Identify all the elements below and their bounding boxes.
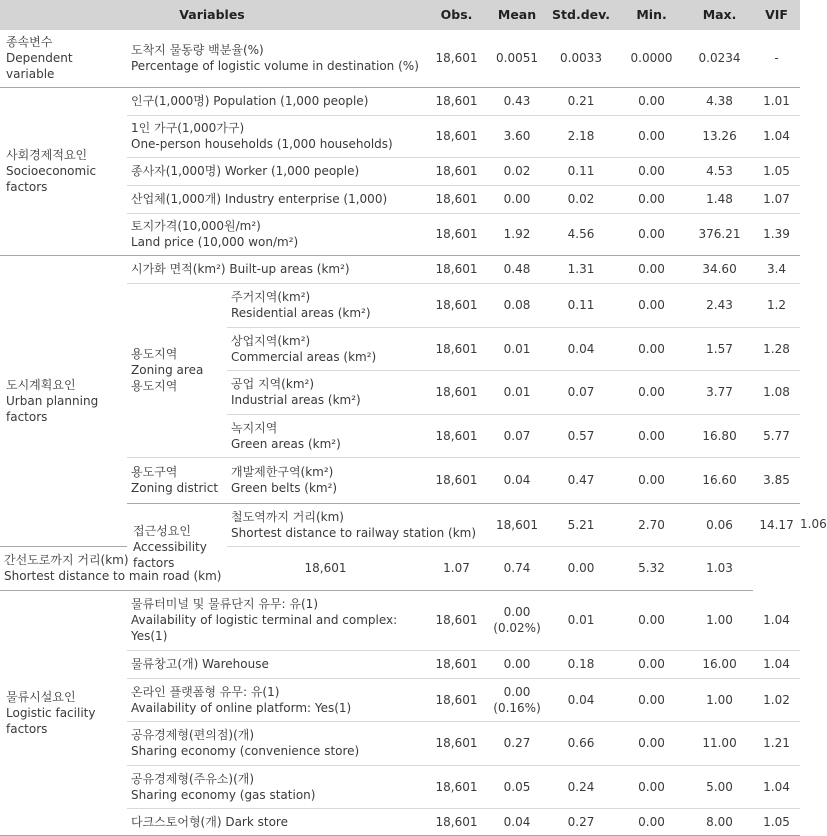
cell-mean: 0.07 <box>489 414 545 457</box>
cell-obs: 18,601 <box>424 327 489 370</box>
table-row <box>0 546 800 590</box>
cell-vif: 1.07 <box>753 185 800 213</box>
variable-label: 1인 가구(1,000가구) One-person households (1,000 households) <box>127 115 424 157</box>
cell-vif: 1.28 <box>753 327 800 370</box>
cell-obs: 18,601 <box>424 457 489 503</box>
variable-label: 물류터미널 및 물류단지 유무: 유(1) Availability of logistic terminal and complex: Yes(1) <box>127 590 424 650</box>
cell-mean: 5.21 <box>545 503 617 546</box>
cell-min: 0.00 <box>617 185 686 213</box>
cell-std: 0.01 <box>545 590 617 650</box>
cell-std: 0.47 <box>545 457 617 503</box>
cell-vif: 1.21 <box>753 721 800 765</box>
cell-std: 0.21 <box>545 87 617 115</box>
cell-mean: 0.01 <box>489 370 545 414</box>
cell-std: 2.70 <box>617 503 686 546</box>
variable-label: 상업지역(km²) Commercial areas (km²) <box>227 327 424 370</box>
variable-label: 공유경제형(주유소)(개) Sharing economy (gas station) <box>127 765 424 808</box>
cell-max: 3.77 <box>686 370 753 414</box>
cell-max: 0.0234 <box>686 30 753 87</box>
category-socioeconomic: 사회경제적요인 Socioeconomic factors <box>0 87 127 255</box>
cell-std: 0.04 <box>545 327 617 370</box>
cell-mean: 0.04 <box>489 808 545 835</box>
cell-max: 13.26 <box>686 115 753 157</box>
cell-obs: 18,601 <box>489 503 545 546</box>
cell-obs: 18,601 <box>424 808 489 835</box>
cell-max: 34.60 <box>686 255 753 283</box>
table-row <box>0 30 800 87</box>
cell-std: 0.27 <box>545 808 617 835</box>
cell-min: 0.0000 <box>617 30 686 87</box>
cell-min: 0.00 <box>617 283 686 327</box>
cell-mean: 3.60 <box>489 115 545 157</box>
cell-std: 0.07 <box>545 370 617 414</box>
cell-vif: 1.39 <box>753 213 800 255</box>
cell-mean: 0.43 <box>489 87 545 115</box>
cell-vif: 1.04 <box>753 590 800 650</box>
cell-min: 0.00 <box>617 327 686 370</box>
category-accessibility: 접근성요인 Accessibility factors <box>127 503 227 590</box>
cell-mean: 0.27 <box>489 721 545 765</box>
variable-label: 주거지역(km²) Residential areas (km²) <box>227 283 424 327</box>
cell-vif: 1.08 <box>753 370 800 414</box>
cell-min: 0.00 <box>617 721 686 765</box>
cell-min: 0.00 <box>617 590 686 650</box>
cell-min: 0.00 <box>617 255 686 283</box>
cell-max: 14.17 <box>753 503 800 546</box>
cell-max: 1.00 <box>686 678 753 721</box>
cell-max: 4.53 <box>686 157 753 185</box>
cell-mean: 0.00 <box>489 185 545 213</box>
variable-label: 인구(1,000명) Population (1,000 people) <box>127 87 424 115</box>
cell-mean: 0.05 <box>489 765 545 808</box>
cell-vif: 1.04 <box>753 765 800 808</box>
cell-min: 0.00 <box>617 87 686 115</box>
cell-min: 0.00 <box>617 213 686 255</box>
cell-min: 0.00 <box>617 808 686 835</box>
cell-obs: 18,601 <box>424 765 489 808</box>
table-row: 접근성요인 Accessibility factors 철도역까지 거리(km) Shortest distance to railway station (km) 18,601 5.21 2.70 0.06 14.17 1.06 <box>0 503 800 546</box>
variable-label: 물류창고(개) Warehouse <box>127 650 424 678</box>
cell-vif: 1.05 <box>753 808 800 835</box>
cell-vif: 1.05 <box>753 157 800 185</box>
cell-mean: 1.07 <box>424 546 489 590</box>
table-row <box>0 590 800 650</box>
variable-label: 종사자(1,000명) Worker (1,000 people) <box>127 157 424 185</box>
cell-obs: 18,601 <box>424 87 489 115</box>
cell-std: 1.31 <box>545 255 617 283</box>
cell-obs: 18,601 <box>424 721 489 765</box>
cell-std: 0.24 <box>545 765 617 808</box>
cell-vif: 1.04 <box>753 650 800 678</box>
cell-max: 5.32 <box>617 546 686 590</box>
header-min: Min. <box>617 0 686 30</box>
cell-max: 8.00 <box>686 808 753 835</box>
variable-label: 온라인 플랫폼형 유무: 유(1) Availability of online platform: Yes(1) <box>127 678 424 721</box>
cell-min: 0.00 <box>617 414 686 457</box>
cell-mean: 0.01 <box>489 327 545 370</box>
cell-std: 0.66 <box>545 721 617 765</box>
cell-mean: 0.48 <box>489 255 545 283</box>
cell-max: 4.38 <box>686 87 753 115</box>
cell-mean: 0.04 <box>489 457 545 503</box>
cell-mean: 0.00 (0.02%) <box>489 590 545 650</box>
cell-std: 0.02 <box>545 185 617 213</box>
cell-mean: 0.00 <box>489 650 545 678</box>
cell-obs: 18,601 <box>424 590 489 650</box>
category-logistic-facility: 물류시설요인 Logistic facility factors <box>0 590 127 835</box>
variable-label: 다크스토어형(개) Dark store <box>127 808 424 835</box>
cell-obs: 18,601 <box>424 414 489 457</box>
header-obs: Obs. <box>424 0 489 30</box>
cell-obs: 18,601 <box>424 185 489 213</box>
cell-mean: 0.08 <box>489 283 545 327</box>
cell-vif: - <box>753 30 800 87</box>
variable-label: 산업체(1,000개) Industry enterprise (1,000) <box>127 185 424 213</box>
header-row <box>0 0 800 30</box>
cell-vif: 1.01 <box>753 87 800 115</box>
cell-std: 0.57 <box>545 414 617 457</box>
cell-vif: 3.85 <box>753 457 800 503</box>
cell-vif: 1.04 <box>753 115 800 157</box>
cell-mean: 1.92 <box>489 213 545 255</box>
cell-obs: 18,601 <box>424 157 489 185</box>
cell-min: 0.00 <box>617 370 686 414</box>
cell-min: 0.00 <box>617 115 686 157</box>
variable-label: 시가화 면적(km²) Built-up areas (km²) <box>127 255 424 283</box>
cell-std: 0.04 <box>545 678 617 721</box>
variable-label: 개발제한구역(km²) Green belts (km²) <box>227 457 424 503</box>
subgroup-zoning-area: 용도지역 Zoning area 용도지역 <box>127 283 227 457</box>
header-vif: VIF <box>753 0 800 30</box>
cell-max: 16.60 <box>686 457 753 503</box>
cell-min: 0.00 <box>617 765 686 808</box>
cell-mean: 0.0051 <box>489 30 545 87</box>
cell-max: 1.57 <box>686 327 753 370</box>
cell-max: 11.00 <box>686 721 753 765</box>
header-std: Std.dev. <box>545 0 617 30</box>
cell-vif: 5.77 <box>753 414 800 457</box>
variable-label: 공유경제형(편의점)(개) Sharing economy (convenience store) <box>127 721 424 765</box>
category-dependent: 종속변수 Dependent variable <box>0 30 127 87</box>
cell-obs: 18,601 <box>424 370 489 414</box>
cell-min: 0.06 <box>686 503 753 546</box>
header-mean: Mean <box>489 0 545 30</box>
cell-max: 16.80 <box>686 414 753 457</box>
cell-std: 4.56 <box>545 213 617 255</box>
cell-mean: 0.02 <box>489 157 545 185</box>
cell-min: 0.00 <box>617 157 686 185</box>
cell-min: 0.00 <box>617 678 686 721</box>
cell-max: 1.00 <box>686 590 753 650</box>
cell-obs: 18,601 <box>227 546 424 590</box>
cell-max: 2.43 <box>686 283 753 327</box>
cell-std: 0.11 <box>545 283 617 327</box>
cell-obs: 18,601 <box>424 30 489 87</box>
variable-label: 공업 지역(km²) Industrial areas (km²) <box>227 370 424 414</box>
cell-max: 1.48 <box>686 185 753 213</box>
variable-label: 간선도로까지 거리(km) Shortest distance to main road (km) <box>0 546 227 590</box>
cell-std: 0.0033 <box>545 30 617 87</box>
cell-std: 2.18 <box>545 115 617 157</box>
category-urban-planning: 도시계획요인 Urban planning factors <box>0 255 127 546</box>
cell-obs: 18,601 <box>424 213 489 255</box>
cell-std: 0.74 <box>489 546 545 590</box>
header-max: Max. <box>686 0 753 30</box>
cell-vif: 3.4 <box>753 255 800 283</box>
cell-std: 0.11 <box>545 157 617 185</box>
cell-obs: 18,601 <box>424 255 489 283</box>
cell-vif: 1.2 <box>753 283 800 327</box>
cell-min: 0.00 <box>617 457 686 503</box>
cell-vif: 1.03 <box>686 546 753 590</box>
variable-label: 철도역까지 거리(km) Shortest distance to railway station (km) <box>227 503 489 546</box>
cell-min: 0.00 <box>617 650 686 678</box>
cell-obs: 18,601 <box>424 650 489 678</box>
cell-obs: 18,601 <box>424 115 489 157</box>
variable-label: 도착지 물동량 백분율(%) Percentage of logistic volume in destination (%) <box>127 30 424 87</box>
cell-max: 376.21 <box>686 213 753 255</box>
header-variables: Variables <box>0 0 424 30</box>
table-row <box>0 255 800 283</box>
cell-obs: 18,601 <box>424 283 489 327</box>
variable-label: 녹지지역 Green areas (km²) <box>227 414 424 457</box>
variable-label: 토지가격(10,000원/m²) Land price (10,000 won/m²) <box>127 213 424 255</box>
subgroup-zoning-district: 용도구역 Zoning district <box>127 457 227 503</box>
cell-min: 0.00 <box>545 546 617 590</box>
table-row <box>0 87 800 115</box>
cell-obs: 18,601 <box>424 678 489 721</box>
cell-max: 16.00 <box>686 650 753 678</box>
cell-std: 0.18 <box>545 650 617 678</box>
cell-max: 5.00 <box>686 765 753 808</box>
cell-vif: 1.02 <box>753 678 800 721</box>
cell-mean: 0.00 (0.16%) <box>489 678 545 721</box>
